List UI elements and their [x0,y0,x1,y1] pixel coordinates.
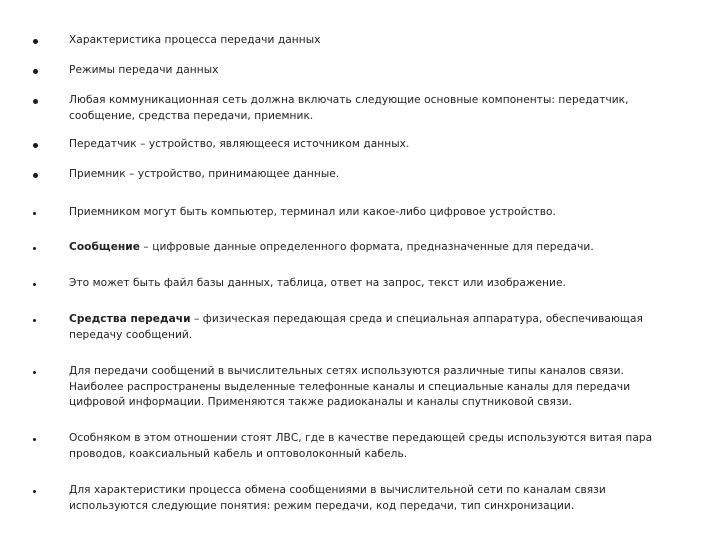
term-definition: – физическая передающая среда и специальная аппаратура, обеспечивающая передачу сообщений. [69,313,643,341]
list-item-text: Приемник – устройство, принимающее данные. [69,168,340,180]
bullet-icon [33,99,38,104]
term-soobshchenie: Сообщение [69,241,141,253]
bullet-icon [33,212,36,215]
bullet-icon [33,283,36,286]
bullet-icon [33,247,36,250]
list-item-text: Приемником могут быть компьютер, терминал или какое-либо цифровое устройство. [69,206,556,218]
bullet-icon [33,69,38,74]
bullet-icon [33,319,36,322]
bullet-icon [33,39,38,44]
list-item-text: Режимы передачи данных [69,64,219,76]
list-item-text: Характеристика процесса передачи данных [69,34,321,46]
list-item-text: Любая коммуникационная сеть должна включать следующие основные компоненты: передатчик, сообщение, средства передачи, приемник. [69,94,629,122]
term-sredstva-peredachi: Средства передачи [69,313,191,325]
list-item-text [69,312,669,343]
bullet-icon [33,173,38,178]
bullet-icon [33,371,36,374]
term-definition: – цифровые данные определенного формата, предназначенные для передачи. [140,241,594,253]
list-item-text: Передатчик – устройство, являющееся источником данных. [69,138,410,150]
bullet-icon [33,438,36,441]
bullet-icon [33,143,38,148]
list-item-text: Для передачи сообщений в вычислительных сетях используются различные типы каналов связи. Наиболее распространены выделенные телефонные каналы и специальные каналы для передачи цифровой информации. Применяются также радиоканалы и каналы спутниковой связи. [69,365,631,408]
list-item-text [69,240,669,256]
bullet-icon [33,490,36,493]
list-item-text: Для характеристики процесса обмена сообщениями в вычислительной сети по каналам связи используются следующие понятия: режим передачи, код передачи, тип синхронизации. [69,484,606,512]
list-item-text: Особняком в этом отношении стоят ЛВС, где в качестве передающей среды используются витая пара проводов, коаксиальный кабель и оптоволоконный кабель. [69,432,653,460]
list-item-text: Это может быть файл базы данных, таблица, ответ на запрос, текст или изображение. [69,277,566,289]
